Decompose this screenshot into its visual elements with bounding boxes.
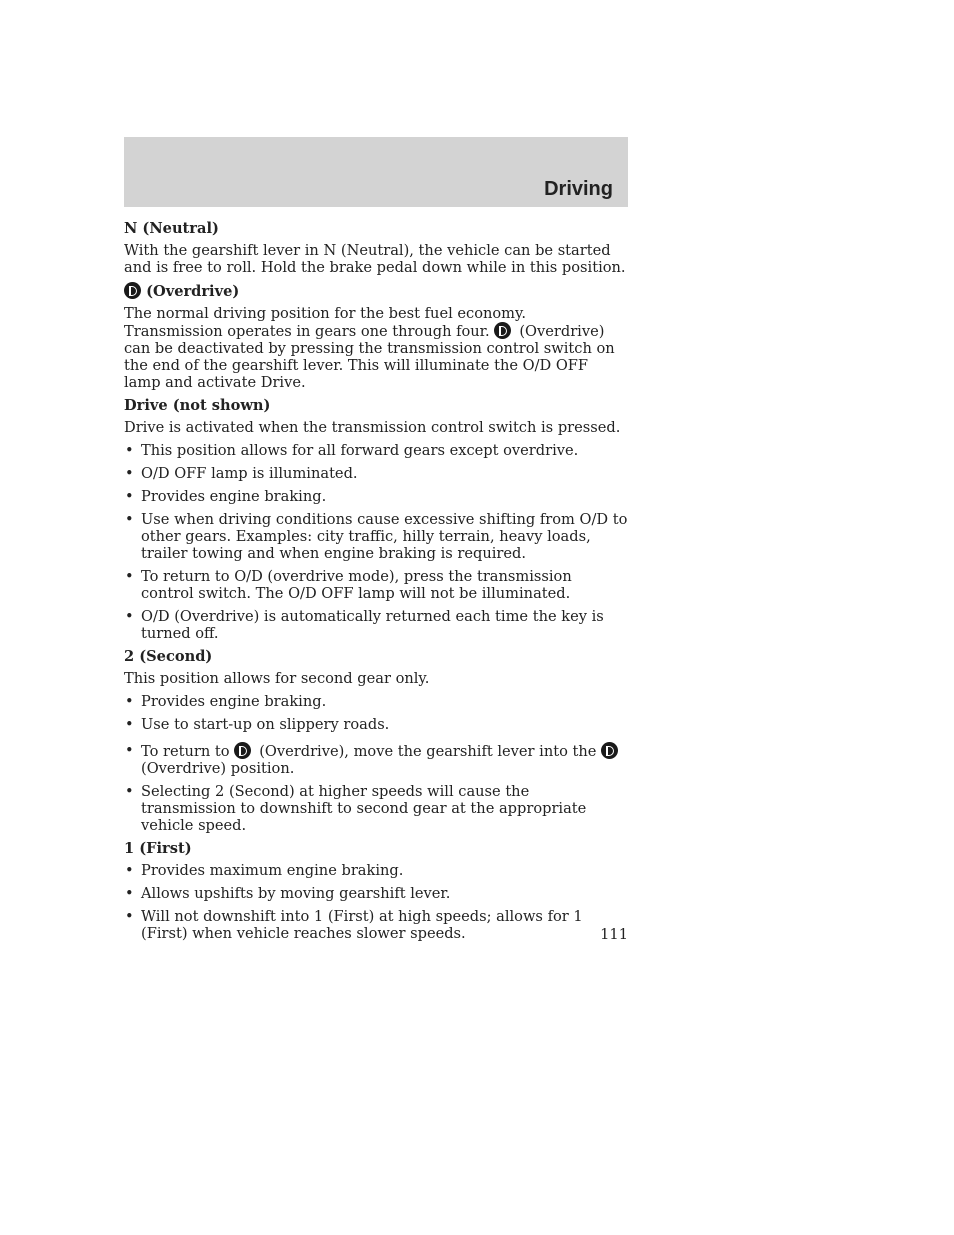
second-text: This position allows for second gear only.: [124, 670, 430, 687]
page-number: 111: [600, 926, 628, 943]
section-header: [124, 137, 628, 207]
list-item: • Allows upshifts by moving gearshift lever.: [124, 885, 628, 902]
list-item: • This position allows for all forward gears except overdrive.: [124, 442, 628, 459]
drive-text: Drive is activated when the transmission control switch is pressed.: [124, 419, 621, 436]
first-bullet-list: [124, 862, 628, 942]
first-heading: 1 (First): [124, 840, 192, 857]
overdrive-heading-row: [124, 282, 628, 300]
list-item: • Provides maximum engine braking.: [124, 862, 628, 879]
list-item: • O/D (Overdrive) is automatically returned each time the key is turned off.: [124, 608, 628, 642]
overdrive-text: [124, 305, 628, 391]
overdrive-d-icon: [601, 742, 618, 759]
page-content: [124, 220, 628, 948]
list-item: • O/D OFF lamp is illuminated.: [124, 465, 628, 482]
overdrive-heading: (Overdrive): [146, 283, 240, 300]
section-title: Driving: [544, 178, 613, 200]
list-item: • Use when driving conditions cause excessive shifting from O/D to other gears. Examples: city traffic, hilly terrain, heavy loads, trailer towing and when engine braking is required.: [124, 511, 628, 562]
list-item: [124, 742, 628, 777]
list-item: • To return to O/D (overdrive mode), press the transmission control switch. The O/D OFF lamp will not be illuminated.: [124, 568, 628, 602]
return-text-c: (Overdrive) position.: [141, 760, 295, 777]
overdrive-d-icon: [234, 742, 251, 759]
overdrive-text-a: The normal driving position for the best fuel economy. Transmission operates in gears one through four.: [124, 305, 526, 340]
list-item: • Will not downshift into 1 (First) at high speeds; allows for 1 (First) when vehicle reaches slower speeds.: [124, 908, 628, 942]
neutral-text: With the gearshift lever in N (Neutral), the vehicle can be started and is free to roll. Hold the brake pedal down while in this position.: [124, 242, 626, 276]
list-item: • Use to start-up on slippery roads.: [124, 716, 628, 733]
overdrive-text-b: (Overdrive) can be deactivated by pressing the transmission control switch on the end of the gearshift lever. This will illuminate the O/D OFF lamp and activate Drive.: [124, 323, 615, 391]
overdrive-d-icon: [494, 322, 511, 339]
return-text-b: (Overdrive), move the gearshift lever into the: [259, 743, 597, 760]
overdrive-d-icon: [124, 282, 141, 299]
second-heading: 2 (Second): [124, 648, 213, 665]
drive-heading: Drive (not shown): [124, 397, 271, 414]
second-bullet-list: [124, 693, 628, 834]
list-item: • Provides engine braking.: [124, 693, 628, 710]
drive-bullet-list: [124, 442, 628, 642]
list-item: • Provides engine braking.: [124, 488, 628, 505]
return-text-a: To return to: [141, 743, 230, 760]
neutral-heading: N (Neutral): [124, 220, 219, 237]
list-item: • Selecting 2 (Second) at higher speeds will cause the transmission to downshift to second gear at the appropriate vehicle speed.: [124, 783, 628, 834]
